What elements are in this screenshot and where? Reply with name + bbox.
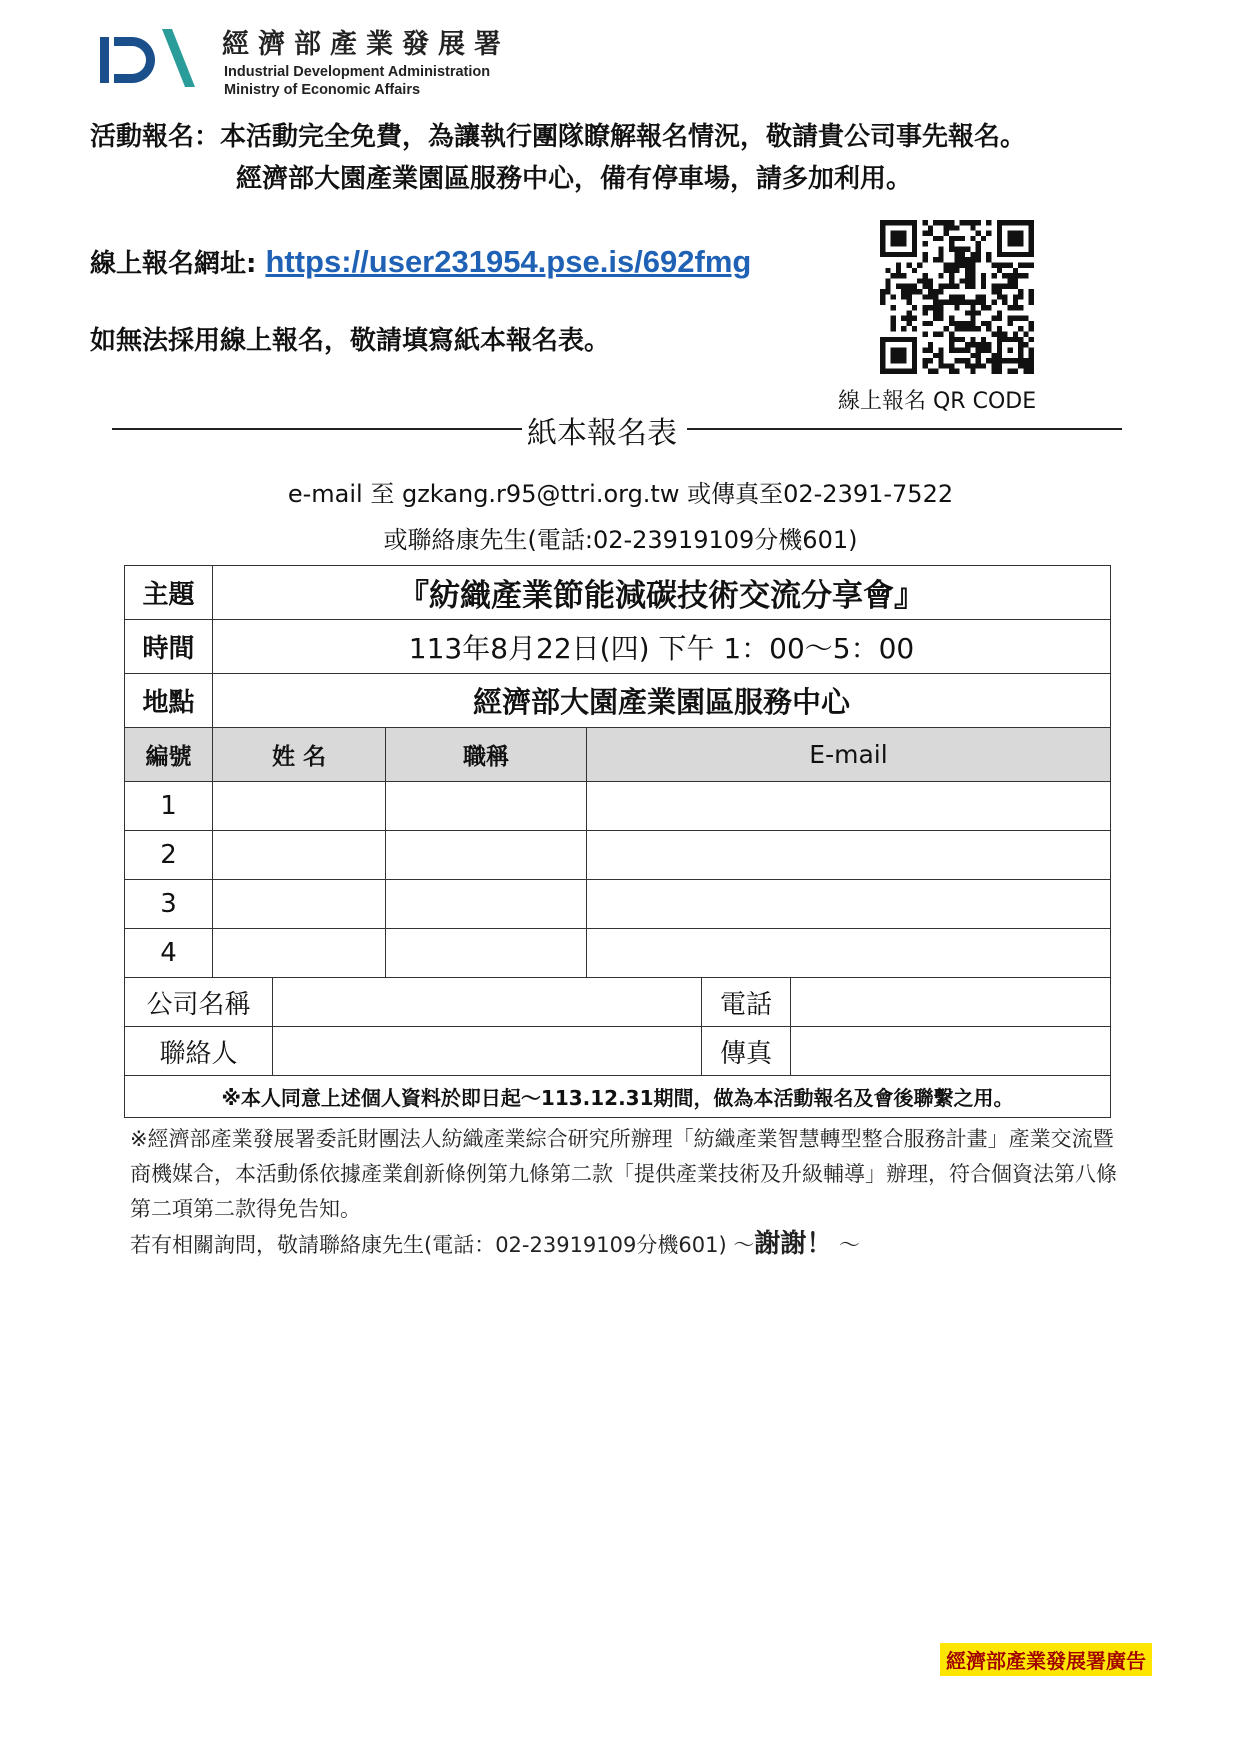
email-field[interactable]: [586, 781, 1111, 831]
email-field[interactable]: [586, 879, 1111, 929]
column-header-email: E-mail: [586, 727, 1111, 782]
contact-line-1: e-mail 至 gzkang.r95@ttri.org.tw 或傳真至02-2391-7522: [287, 480, 954, 508]
column-header-name: 姓 名: [212, 727, 386, 782]
notice-line-1: 活動報名：本活動完全免費，為讓執行團隊瞭解報名情況，敬請貴公司事先報名。: [90, 122, 1027, 152]
contact-line-2: 或聯絡康先生(電話:02-23919109分機601): [383, 526, 858, 554]
registration-form-table: [124, 565, 1111, 1118]
name-field[interactable]: [212, 781, 386, 831]
online-registration-label: 線上報名網址:: [90, 249, 266, 279]
divider-dash-right: [687, 428, 1122, 430]
org-logo: [100, 20, 520, 105]
notice-line-2: 經濟部大園產業園區服務中心，備有停車場，請多加利用。: [236, 164, 913, 194]
footer-thanks: 謝謝！: [754, 1229, 833, 1259]
phone-label: 電話: [701, 977, 791, 1027]
name-field[interactable]: [212, 879, 386, 929]
topic-value: 『紡織產業節能減碳技術交流分享會』: [212, 565, 1111, 620]
phone-field[interactable]: [790, 977, 1111, 1027]
consent-statement: ※本人同意上述個人資料於即日起～113.12.31期間，做為本活動報名及會後聯繫之用。: [124, 1075, 1111, 1118]
footer-notes: [130, 1122, 1130, 1263]
paper-form-divider: [112, 406, 1122, 450]
place-label: 地點: [124, 673, 213, 728]
paper-form-note: 如無法採用線上報名，敬請填寫紙本報名表。: [90, 326, 611, 356]
footer-suffix: ～: [832, 1233, 861, 1257]
contact-person-label: 聯絡人: [124, 1026, 273, 1076]
topic-label: 主題: [124, 565, 213, 620]
time-value: 113年8月22日(四) 下午 1：00～5：00: [212, 619, 1111, 674]
place-value: 經濟部大園產業園區服務中心: [212, 673, 1111, 728]
footer-paragraph-2: [130, 1227, 1130, 1263]
title-field[interactable]: [385, 830, 587, 880]
company-label: 公司名稱: [124, 977, 273, 1027]
time-label: 時間: [124, 619, 213, 674]
column-header-title: 職稱: [385, 727, 587, 782]
row-number: 4: [124, 928, 213, 978]
footer-inquiry-text: 若有相關詢問，敬請聯絡康先生(電話：02-23919109分機601) ～: [130, 1233, 755, 1257]
qr-code-caption: 線上報名 QR CODE: [838, 389, 1037, 414]
org-name-en-line2: Ministry of Economic Affairs: [224, 82, 421, 98]
divider-label: 紙本報名表: [527, 416, 677, 451]
contact-person-field[interactable]: [272, 1026, 702, 1076]
qr-code-icon: [880, 220, 1034, 374]
company-field[interactable]: [272, 977, 702, 1027]
row-number: 1: [124, 781, 213, 831]
email-field[interactable]: [586, 928, 1111, 978]
fax-field[interactable]: [790, 1026, 1111, 1076]
title-field[interactable]: [385, 879, 587, 929]
email-field[interactable]: [586, 830, 1111, 880]
divider-dash-left: [112, 428, 522, 430]
footer-paragraph-1: ※經濟部產業發展署委託財團法人紡織產業綜合研究所辦理「紡織產業智慧轉型整合服務計畫」產業交流暨商機媒合，本活動係依據產業創新條例第九條第二款「提供產業技術及升級輔導」辦理，符合個資法第八條第二項第二款得免告知。: [130, 1127, 1117, 1221]
online-registration-row: [90, 243, 751, 280]
ida-logo-icon: [100, 25, 200, 91]
advertisement-label: 經濟部產業發展署廣告: [940, 1643, 1152, 1676]
column-header-number: 編號: [124, 727, 213, 782]
org-name-en-line1: Industrial Development Administration: [224, 64, 491, 80]
fax-label: 傳真: [701, 1026, 791, 1076]
name-field[interactable]: [212, 928, 386, 978]
title-field[interactable]: [385, 928, 587, 978]
row-number: 3: [124, 879, 213, 929]
row-number: 2: [124, 830, 213, 880]
name-field[interactable]: [212, 830, 386, 880]
org-name-zh: 經濟部產業發展署: [222, 29, 510, 60]
online-registration-link[interactable]: https://user231954.pse.is/692fmg: [265, 244, 752, 279]
title-field[interactable]: [385, 781, 587, 831]
